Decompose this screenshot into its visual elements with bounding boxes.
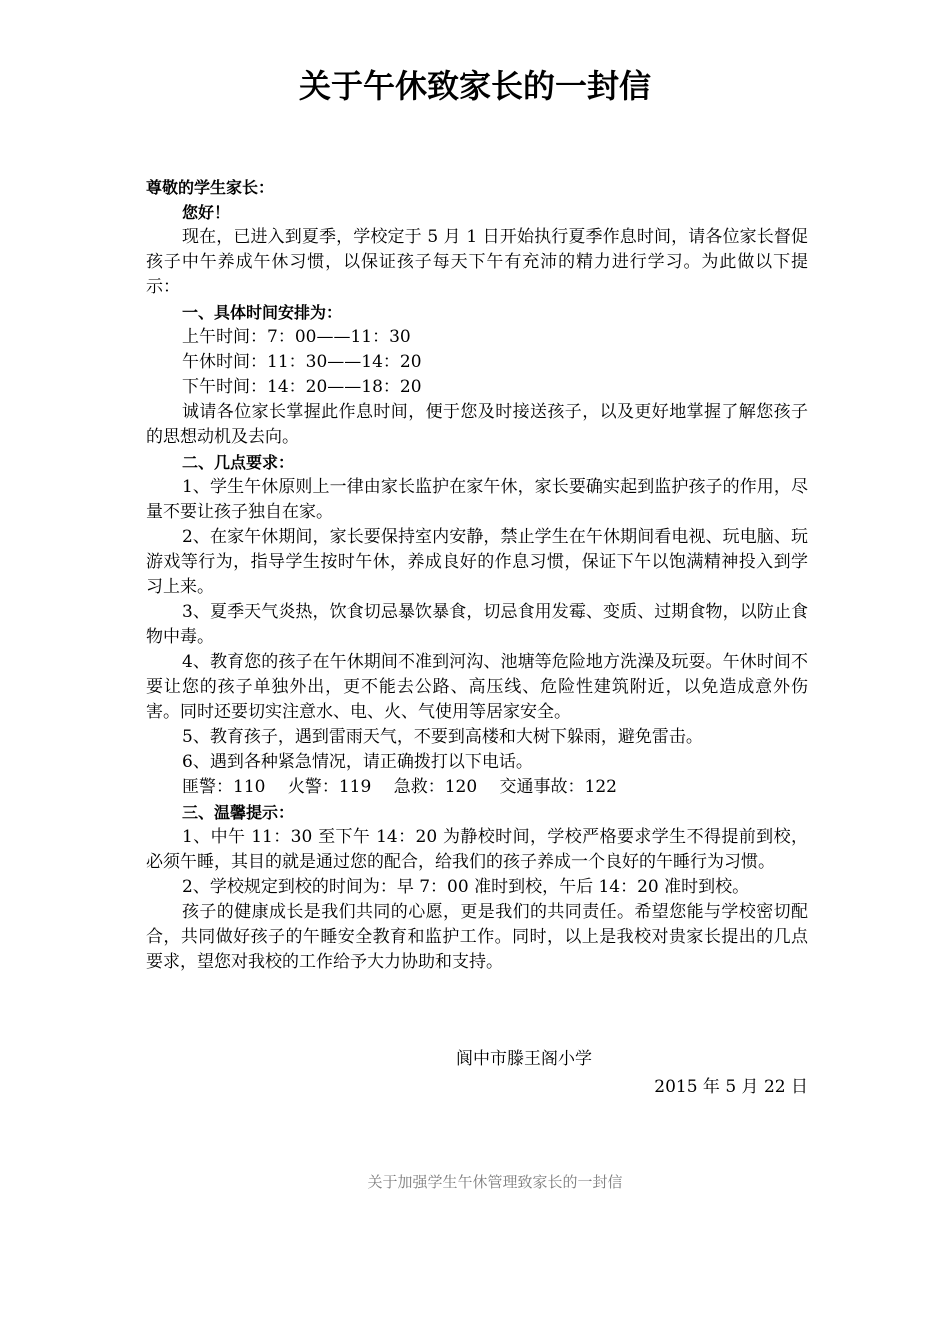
section-heading-tips: 三、温馨提示：	[182, 803, 295, 822]
requirement-item: 5、教育孩子，遇到雷雨天气，不要到高楼和大树下躲雨，避免雷击。	[182, 727, 703, 747]
tip-item: 2、学校规定到校的时间为：早 7：00 准时到校，午后 14：20 准时到校。	[182, 877, 750, 897]
closing-paragraph: 孩子的健康成长是我们共同的心愿，更是我们的共同责任。希望您能与学校密切配合，共同做好孩子的午睡安全教育和监护工作。同时，以上是我校对贵家长提出的几点要求，望您对我校的工作给予大力协助和支持。	[146, 902, 808, 972]
school-name: 阆中市滕王阁小学	[456, 1049, 592, 1069]
requirement-item: 6、遇到各种紧急情况，请正确拨打以下电话。	[182, 752, 533, 772]
requirement-item: 2、在家午休期间，家长要保持室内安静，禁止学生在午休期间看电视、玩电脑、玩游戏等行为，指导学生按时午休，养成良好的作息习惯，保证下午以饱满精神投入到学习上来。	[146, 527, 808, 597]
section-heading-schedule: 一、具体时间安排为：	[182, 303, 343, 322]
emergency-phones: 匪警：110 火警：119 急救：120 交通事故：122	[182, 777, 618, 797]
page-title: 关于午休致家长的一封信	[298, 67, 651, 105]
letter-body	[146, 175, 808, 975]
greeting: 您好！	[182, 203, 231, 222]
schedule-line-afternoon: 下午时间：14：20——18：20	[182, 377, 422, 397]
salutation: 尊敬的学生家长：	[146, 178, 275, 197]
section-heading-requirements: 二、几点要求：	[182, 453, 295, 472]
schedule-line-noon: 午休时间：11：30——14：20	[182, 352, 422, 372]
requirement-item: 3、夏季天气炎热，饮食切忌暴饮暴食，切忌食用发霉、变质、过期食物，以防止食物中毒。	[146, 602, 808, 647]
intro-paragraph: 现在，已进入到夏季，学校定于 5 月 1 日开始执行夏季作息时间，请各位家长督促孩子中午养成午休习惯，以保证孩子每天下午有充沛的精力进行学习。为此做以下提示：	[146, 227, 808, 297]
letter-date: 2015 年 5 月 22 日	[654, 1077, 808, 1097]
schedule-line-morning: 上午时间：7：00——11：30	[182, 327, 411, 347]
requirement-item: 1、学生午休原则上一律由家长监护在家午休，家长要确实起到监护孩子的作用，尽量不要让孩子独自在家。	[146, 477, 808, 522]
schedule-note: 诚请各位家长掌握此作息时间，便于您及时接送孩子，以及更好地掌握了解您孩子的思想动机及去向。	[146, 402, 808, 447]
page-footer: 关于加强学生午休管理致家长的一封信	[367, 1173, 623, 1191]
tip-item: 1、中午 11：30 至下午 14：20 为静校时间，学校严格要求学生不得提前到校，必须午睡，其目的就是通过您的配合，给我们的孩子养成一个良好的午睡行为习惯。	[146, 827, 808, 872]
requirement-item: 4、教育您的孩子在午休期间不准到河沟、池塘等危险地方洗澡及玩耍。午休时间不要让您的孩子单独外出，更不能去公路、高压线、危险性建筑附近，以免造成意外伤害。同时还要切实注意水、电、火、气使用等居家安全。	[146, 652, 808, 722]
signature-block	[146, 1045, 808, 1101]
